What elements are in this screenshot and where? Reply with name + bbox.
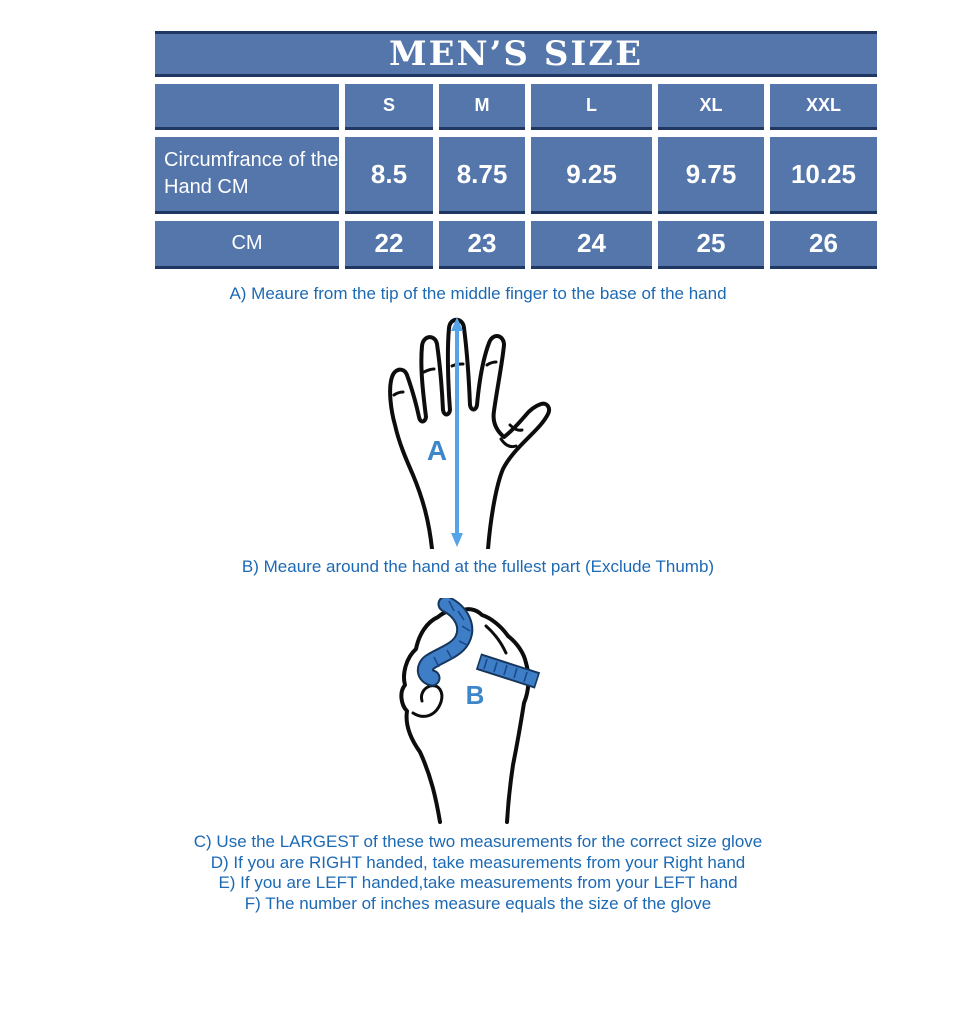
cm-value-s: 22 <box>345 221 433 269</box>
instruction-b: B) Meaure around the hand at the fullest part (Exclude Thumb) <box>241 557 715 576</box>
size-header-xl: XL <box>658 84 764 130</box>
row-label-cm: CM <box>155 221 339 269</box>
circumference-value-xl: 9.75 <box>658 137 764 214</box>
label-a: A <box>426 435 448 466</box>
table-title: MEN’S SIZE <box>388 34 644 74</box>
mens-size-table <box>155 31 877 269</box>
cm-value-l: 24 <box>531 221 652 269</box>
hand-girth-diagram <box>396 598 552 824</box>
size-grid <box>155 84 877 269</box>
instruction-a: A) Meaure from the tip of the middle finger to the base of the hand <box>229 284 727 303</box>
instruction-c: C) Use the LARGEST of these two measurements for the correct size glove <box>193 832 763 851</box>
cm-value-xl: 25 <box>658 221 764 269</box>
hand-outline <box>390 320 549 549</box>
instruction-e: E) If you are LEFT handed,take measurements from your LEFT hand <box>218 873 738 892</box>
cm-value-xxl: 26 <box>770 221 877 269</box>
size-header-xxl: XXL <box>770 84 877 130</box>
cm-value-m: 23 <box>439 221 525 269</box>
circumference-value-m: 8.75 <box>439 137 525 214</box>
hand-length-diagram <box>383 313 557 549</box>
size-header-m: M <box>439 84 525 130</box>
size-header-l: L <box>531 84 652 130</box>
instruction-f: F) The number of inches measure equals the size of the glove <box>244 893 712 913</box>
instruction-block <box>0 832 956 914</box>
instruction-d: D) If you are RIGHT handed, take measurements from your Right hand <box>210 852 746 872</box>
circumference-value-s: 8.5 <box>345 137 433 214</box>
corner-blank-cell <box>155 84 339 130</box>
label-b: B <box>465 680 485 710</box>
row-label-circumference: Circumfrance of the Hand CM <box>155 137 339 214</box>
circumference-value-l: 9.25 <box>531 137 652 214</box>
table-title-bar <box>155 31 877 77</box>
size-header-s: S <box>345 84 433 130</box>
circumference-value-xxl: 10.25 <box>770 137 877 214</box>
